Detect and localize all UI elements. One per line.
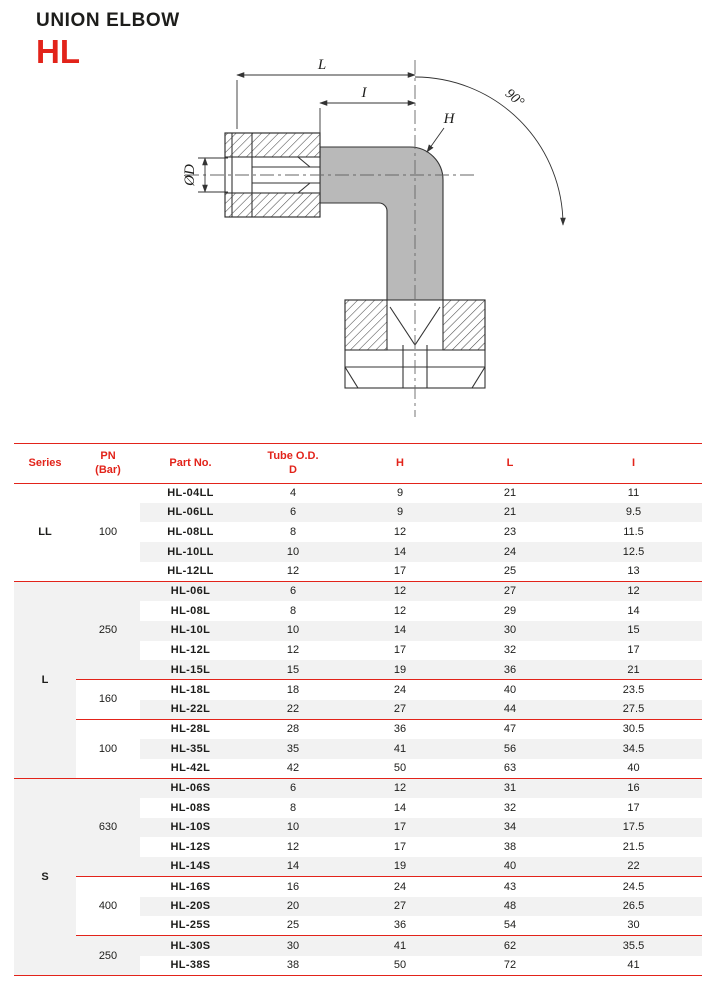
h-cell: 50 [393, 761, 407, 774]
i-cell: 12 [565, 582, 702, 602]
label-L: L [317, 57, 327, 73]
l-cell: 48 [503, 900, 517, 913]
tube-od-cell: 16 [241, 877, 345, 897]
h-cell: 12 [393, 604, 407, 617]
l-cell: 40 [503, 860, 517, 873]
l-cell: 44 [503, 702, 517, 715]
part-no-cell: HL-20S [170, 900, 211, 913]
table-row [14, 778, 702, 798]
part-no-cell: HL-28L [140, 719, 241, 739]
part-no-cell: HL-15L [170, 663, 211, 676]
table-header [14, 444, 702, 484]
tube-od-cell: 38 [286, 959, 300, 972]
l-cell: 54 [503, 919, 517, 932]
l-cell: 23 [503, 525, 517, 538]
i-cell: 15 [627, 624, 640, 637]
h-cell: 17 [393, 644, 407, 657]
part-no-cell: HL-08L [170, 604, 211, 617]
dimensions-table-wrap [14, 443, 702, 976]
l-cell: 72 [503, 959, 517, 972]
l-cell: 62 [455, 936, 565, 956]
label-D: ØD [182, 164, 198, 186]
i-cell: 13 [627, 565, 640, 578]
i-cell: 27.5 [622, 702, 645, 715]
pn-cell: 630 [76, 778, 140, 876]
tube-od-cell: 15 [286, 663, 300, 676]
pn-cell: 100 [76, 719, 140, 778]
tube-od-cell: 12 [286, 565, 300, 578]
part-no-cell: HL-06S [140, 778, 241, 798]
tube-od-cell: 42 [286, 761, 300, 774]
part-no-cell: HL-25S [170, 919, 211, 932]
h-cell: 17 [393, 565, 407, 578]
tube-od-cell: 6 [241, 582, 345, 602]
i-cell: 35.5 [565, 936, 702, 956]
table-row [14, 877, 702, 897]
part-no-cell: HL-12LL [167, 565, 214, 578]
dimensions-table [14, 443, 702, 975]
i-cell: 14 [627, 604, 640, 617]
col-header-pn: PN (Bar) [76, 444, 140, 484]
col-header-part-no: Part No. [140, 444, 241, 484]
elbow-body [320, 147, 443, 300]
i-cell: 17.5 [622, 821, 645, 834]
table-row [14, 582, 702, 602]
h-cell: 27 [393, 900, 407, 913]
col-header-tube-od: Tube O.D. D [241, 444, 345, 484]
product-code: HL [36, 33, 80, 70]
pn-cell: 400 [76, 877, 140, 936]
technical-drawing [0, 55, 716, 427]
part-no-cell: HL-35L [170, 742, 211, 755]
i-cell: 40 [627, 761, 640, 774]
tube-od-cell: 14 [286, 860, 300, 873]
i-cell: 24.5 [565, 877, 702, 897]
h-cell: 9 [396, 506, 404, 519]
part-no-cell: HL-08LL [167, 525, 214, 538]
part-no-cell: HL-10S [170, 821, 211, 834]
h-cell: 36 [345, 719, 455, 739]
tube-od-cell: 20 [286, 900, 300, 913]
h-cell: 12 [345, 582, 455, 602]
l-cell: 29 [503, 604, 517, 617]
tube-od-cell: 28 [241, 719, 345, 739]
i-cell: 30.5 [565, 719, 702, 739]
l-cell: 21 [503, 506, 517, 519]
tube-od-cell: 8 [289, 801, 297, 814]
h-cell: 19 [393, 663, 407, 676]
table-row [14, 936, 702, 956]
i-cell: 21 [627, 663, 640, 676]
h-cell: 27 [393, 702, 407, 715]
h-cell: 12 [393, 525, 407, 538]
h-cell: 50 [393, 959, 407, 972]
h-cell: 14 [393, 801, 407, 814]
tube-od-cell: 10 [286, 624, 300, 637]
i-cell: 16 [565, 778, 702, 798]
tube-od-cell: 22 [286, 702, 300, 715]
l-cell: 40 [455, 680, 565, 700]
tube-od-cell: 6 [289, 506, 297, 519]
tube-od-cell: 10 [286, 545, 300, 558]
h-cell: 14 [393, 545, 407, 558]
col-header-i: I [565, 444, 702, 484]
tube-od-cell: 8 [289, 525, 297, 538]
i-cell: 41 [627, 959, 640, 972]
part-no-cell: HL-12S [170, 840, 211, 853]
i-cell: 17 [627, 801, 640, 814]
table-row [14, 680, 702, 700]
part-no-cell: HL-08S [170, 801, 211, 814]
l-cell: 27 [455, 582, 565, 602]
h-cell: 17 [393, 840, 407, 853]
l-cell: 36 [503, 663, 517, 676]
i-cell: 11 [565, 483, 702, 503]
part-no-cell: HL-04LL [140, 483, 241, 503]
dimension-I [320, 103, 415, 141]
l-cell: 30 [503, 624, 517, 637]
l-cell: 63 [503, 761, 517, 774]
h-leader-line [427, 128, 444, 152]
pn-cell: 250 [76, 936, 140, 975]
i-cell: 21.5 [622, 840, 645, 853]
h-cell: 17 [393, 821, 407, 834]
h-cell: 24 [345, 680, 455, 700]
h-cell: 41 [345, 936, 455, 956]
part-no-cell: HL-30S [140, 936, 241, 956]
i-cell: 22 [627, 860, 640, 873]
tube-od-cell: 8 [289, 604, 297, 617]
i-cell: 11.5 [623, 525, 644, 538]
l-cell: 32 [503, 801, 517, 814]
part-no-cell: HL-38S [170, 959, 211, 972]
l-cell: 38 [503, 840, 517, 853]
series-cell: S [14, 778, 76, 975]
l-cell: 34 [503, 821, 517, 834]
tube-od-cell: 12 [286, 840, 300, 853]
l-cell: 21 [455, 483, 565, 503]
table-row [14, 719, 702, 739]
dimensions-table-body [14, 483, 702, 975]
l-cell: 24 [503, 545, 517, 558]
pn-cell: 250 [76, 582, 140, 680]
part-no-cell: HL-18L [140, 680, 241, 700]
l-cell: 31 [455, 778, 565, 798]
part-no-cell: HL-14S [170, 860, 211, 873]
part-no-cell: HL-22L [170, 702, 211, 715]
part-no-cell: HL-10L [170, 624, 211, 637]
tube-od-cell: 6 [241, 778, 345, 798]
h-cell: 36 [393, 919, 407, 932]
h-cell: 41 [393, 742, 407, 755]
part-no-cell: HL-06LL [167, 506, 214, 519]
col-header-h: H [345, 444, 455, 484]
union-elbow-diagram [0, 55, 716, 427]
series-cell: L [14, 582, 76, 779]
l-cell: 47 [455, 719, 565, 739]
l-cell: 43 [455, 877, 565, 897]
part-no-cell: HL-42L [170, 761, 211, 774]
h-cell: 24 [345, 877, 455, 897]
i-cell: 30 [627, 919, 640, 932]
i-cell: 12.5 [622, 545, 645, 558]
part-no-cell: HL-06L [140, 582, 241, 602]
dimension-L [237, 75, 415, 129]
l-cell: 32 [503, 644, 517, 657]
tube-od-cell: 35 [286, 742, 300, 755]
i-cell: 17 [627, 644, 640, 657]
col-header-series: Series [14, 444, 76, 484]
h-cell: 12 [345, 778, 455, 798]
part-no-cell: HL-12L [170, 644, 211, 657]
tube-od-cell: 18 [241, 680, 345, 700]
l-cell: 56 [503, 742, 517, 755]
page-title: UNION ELBOW [36, 10, 180, 31]
tube-od-cell: 12 [286, 644, 300, 657]
label-I: I [361, 85, 367, 101]
i-cell: 23.5 [565, 680, 702, 700]
h-cell: 14 [393, 624, 407, 637]
i-cell: 34.5 [622, 742, 645, 755]
tube-od-cell: 4 [241, 483, 345, 503]
series-cell: LL [14, 483, 76, 581]
h-cell: 9 [345, 483, 455, 503]
label-angle: 90° [501, 86, 527, 111]
i-cell: 26.5 [622, 900, 645, 913]
col-header-l: L [455, 444, 565, 484]
part-no-cell: HL-10LL [167, 545, 214, 558]
tube-od-cell: 30 [241, 936, 345, 956]
part-no-cell: HL-16S [140, 877, 241, 897]
pn-cell: 160 [76, 680, 140, 719]
label-H: H [443, 111, 455, 127]
i-cell: 9.5 [625, 506, 642, 519]
tube-od-cell: 25 [286, 919, 300, 932]
l-cell: 25 [503, 565, 517, 578]
h-cell: 19 [393, 860, 407, 873]
table-row [14, 483, 702, 503]
tube-od-cell: 10 [286, 821, 300, 834]
pn-cell: 100 [76, 483, 140, 581]
